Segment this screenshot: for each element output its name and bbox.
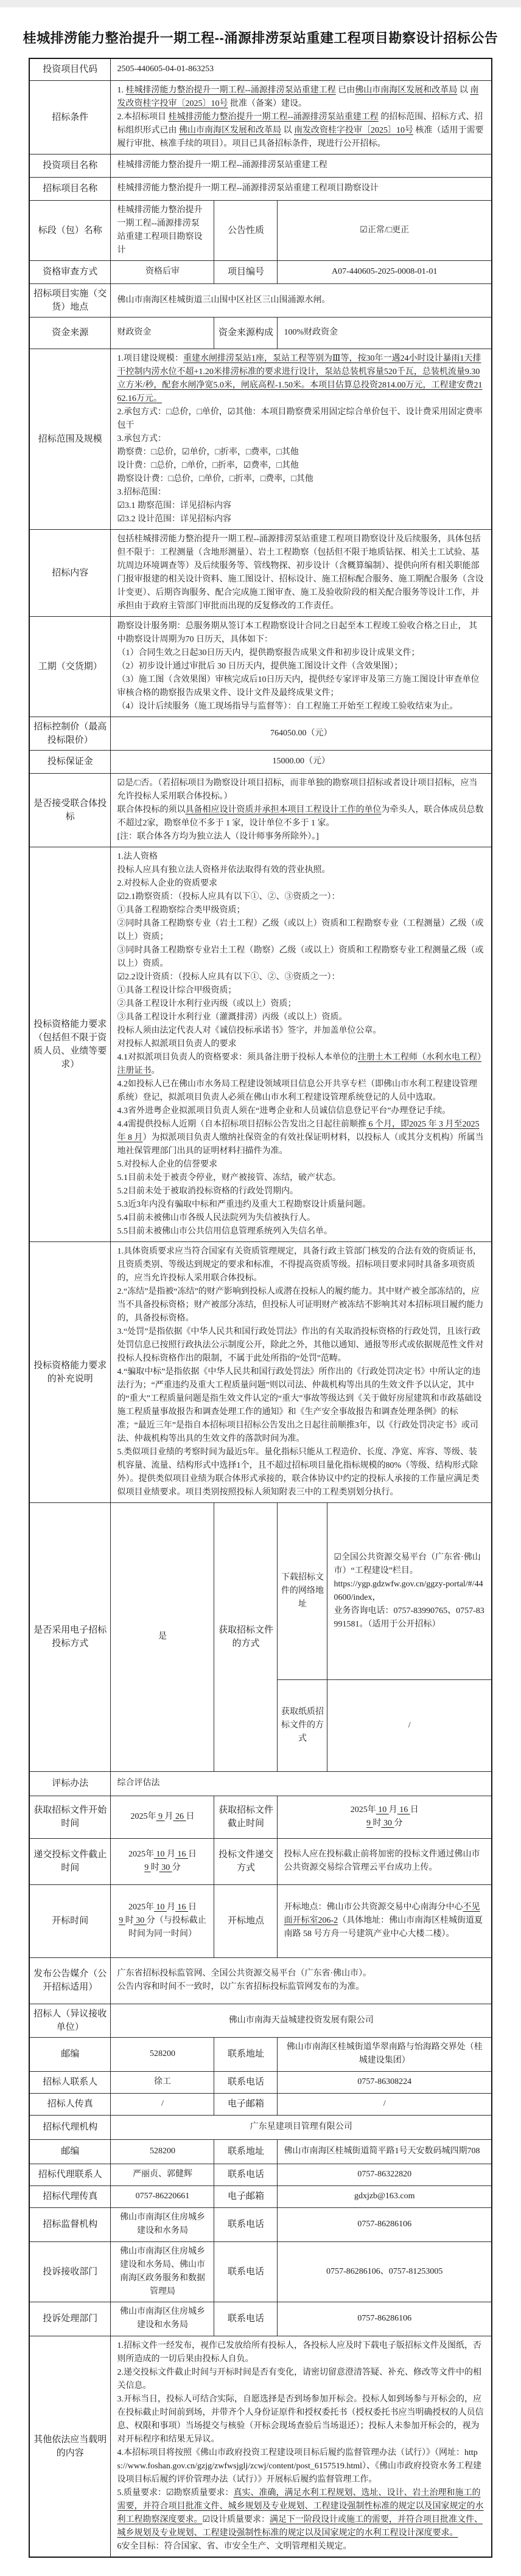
underlined-text: 具备相应设计资质并承担本项目工程设计工作的单位 [185,805,382,814]
table-row-section-package-name [29,200,492,260]
paragraph: 2025年 10 月 16 日 [128,1903,197,1912]
funding-source-label: 资金来源 [29,317,111,349]
paragraph: 资格后审 [145,267,180,276]
agency-fax-email-value [111,2185,214,2207]
paragraph: 投标人应在投标截止前将加密的投标文件通过佛山市公共资源交易综合管理云平台成功上传。 [284,1850,480,1872]
table-row-tender-control-price [29,717,492,750]
electronic-bidding-nested [278,1502,492,1771]
paragraph: ①具备工程勘察综合类甲级资质； [117,905,245,915]
tender-scope-and-scale-value [111,349,492,529]
underlined-text: 桂城排涝能力整治提升一期工程--涌源排涝泵站重建工程 [168,112,379,122]
table-row-bid-opening [29,1884,492,1957]
paragraph: 2.承包方式：□总价，□单价，☑其他：本项目勘察费采用固定综合单价包干、设计费采用固定费率包干 [117,407,483,430]
complaint-handling-value-2 [278,2302,492,2336]
tenderer-fax-email-label-2: 电子邮箱 [214,2093,278,2115]
paragraph: ☑是/□否。（若招标项目为勘察设计项目招标，而非单独的勘察项目招标或者设计项目招标，应当允许投标人采用联合体投标。） [117,778,478,801]
bid-submission-deadline-value [111,1838,214,1884]
qualification-supplementary-notes-label: 投标资格能力要求的补充说明 [29,1241,111,1502]
consortium-bidding-label: 是否接受联合体投标 [29,773,111,847]
supervision-authority-value [111,2207,214,2241]
complaint-handling-label: 投诉处理部门 [29,2302,111,2336]
paragraph: 业务咨询电话：0757-83990765、0757-83991581。（适用于公开招标） [334,1606,484,1629]
paragraph: A07-440605-2025-0008-01-01 [332,267,438,276]
paragraph: 投标人应具有独立法人资格并依法取得有效的营业执照。 [117,865,330,875]
paragraph: 3.开标当日，投标人可结合实际，自愿选择是否到场参加开标会。投标人如到场参与开标会的，应在投标截止时间前到场，并带齐个人身份证原件和授权委托书（授权委托书应当明确授权的人员信息、权限和事项）当场提交与核验（开标会现场查验后当场退还）；投标人未参加开标会的，视为对开标程序和结果无异议。 [117,2394,484,2444]
announcement-table [29,58,492,2558]
underlined-text: 30 [381,1819,394,1828]
paragraph: 0757-86286106 [357,2314,412,2323]
paragraph: 4.“骗取中标”是指依据《中华人民共和国行政处罚法》所作出的《行政处罚决定书》中所认定的违法行为；“严重违约及重大工程质量问题”则以司法、仲裁机构等出具的生效文件予以认定，其中的“重大”工程质量问题是指生效文件认定的“重大”事故等级达到《关于做好房屋建筑和市政基础设施工程质量事故报告和调查处理工作的通知》和《生产安全事故报告和调查处理条例》的标准；“最近三年”是指自本招标项目招标公告发出之日起往前顺推3年，以《行政处罚决定书》或司法、仲裁机构等出具的生效文件的落款时间为准。 [117,1367,482,1443]
paragraph: 勘察设计费：□总价，□单价，□折率，□费率，□其他 [117,474,313,484]
underlined-text: 9 [144,1863,151,1872]
paragraph: 财政资金 [117,328,152,337]
paragraph: 2025年 10 月 16 日 [350,1805,419,1814]
paragraph: 广东星建项目管理有限公司 [250,2122,352,2131]
underlined-text: 9 [156,1812,165,1821]
paragraph: / [161,2099,164,2108]
complaint-reception-value [111,2241,214,2302]
paragraph: 勘察费：□总价，☑单价，□折率，□费率，□其他 [117,447,299,457]
table-row-qualification-supplementary-notes [29,1241,492,1502]
underlined-text: 南发改资桂字投审〔2025〕10号 [293,125,413,135]
table-row-tenderer-contact [29,2071,492,2093]
document-obtain-time-label-2: 获取招标文件截止时间 [214,1796,278,1838]
underlined-text: 30 [133,1916,147,1925]
investment-project-code-value [111,58,492,80]
page-top-strip [0,0,521,7]
other-required-content-label: 其他依法应当载明的内容 [29,2336,111,2557]
paragraph: gdxjzb@163.com [354,2192,415,2201]
underlined-text: 9 [119,1916,125,1925]
paragraph: 广东省招标投标监管网、全国公共资源交易平台（广东省·佛山市）。 [117,1969,372,1978]
paragraph: ①具备工程设计综合甲级资质； [117,985,237,995]
tenderer-postcode-address-value-2 [278,2037,492,2071]
tenderer-label: 招标人（异议接收单位） [29,2004,111,2037]
paragraph: 0757-86308224 [357,2077,412,2086]
electronic-bidding-value [111,1502,214,1771]
paragraph: 佛山市南海区住房城乡建设和水务局 [119,2213,205,2235]
paragraph: 综合评估法 [117,1779,160,1788]
paragraph: / [383,2099,386,2108]
paragraph: 5.对投标人企业的信誉要求 [117,1159,217,1169]
investment-project-name-value [111,154,492,177]
table-row-supervision-authority [29,2207,492,2241]
qualification-review-method-value [111,260,214,283]
tenderer-contact-label: 招标人联系人 [29,2071,111,2093]
paragraph: 5.5目前未被佛山市公共信用信息管理系统列入失信名单。 [117,1226,332,1236]
investment-project-code-label: 投资项目代码 [29,58,111,80]
bid-submission-deadline-label-2: 投标文件递交方式 [214,1838,278,1884]
supervision-authority-label-2: 联系电话 [214,2207,278,2241]
tenderer-postcode-address-label: 邮编 [29,2037,111,2071]
tender-control-price-label: 招标控制价（最高投标限价） [29,717,111,750]
paragraph: ☑2.1勘察资质：（投标人应具有以下①、②、③资质之一）： [117,892,340,901]
announcement-page [0,7,521,2558]
complaint-handling-value [111,2302,214,2336]
tender-scope-and-scale-label: 招标范围及规模 [29,349,111,529]
evaluation-method-value [111,1771,492,1796]
paragraph: ☑2.2设计资质：（投标人应具有以下①、②、③资质之一）： [117,972,340,982]
underlined-text: 10 [153,1903,167,1912]
paragraph: 开标地点：佛山市公共资源交易中心南海分中心不见面开标室206-2（具体地址：佛山市南海区桂城街道夏南路 58 号方舟一号建筑产业中心大楼二楼）。 [284,1903,483,1939]
agency-contact-label: 招标代理联系人 [29,2164,111,2185]
investment-project-name-label: 投资项目名称 [29,154,111,177]
construction-period-label: 工期（交货期） [29,616,111,717]
table-row-agency-fax-email [29,2185,492,2207]
table-row-tender-project-name [29,177,492,200]
table-row-project-delivery-location [29,283,492,317]
tenderer-contact-value-2 [278,2071,492,2093]
supervision-authority-label: 招标监督机构 [29,2207,111,2241]
tender-control-price-value [111,717,492,750]
paragraph: 严丽贞、郭健辉 [132,2170,192,2179]
tender-conditions-label: 招标条件 [29,80,111,154]
paragraph: 764050.00（元） [270,728,332,738]
bid-opening-value-2 [278,1884,492,1957]
agency-postcode-address-value [111,2139,214,2164]
bid-bond-value [111,750,492,773]
paragraph: / [408,1720,411,1730]
agency-contact-label-2: 联系电话 [214,2164,278,2185]
paragraph: 设计费：□总价，□单价，□折率，☑费率，□其他 [117,460,299,470]
table-row-document-obtain-time [29,1796,492,1838]
paragraph: 4.2如投标人已在佛山市水务局工程建设领域项目信息公开共享专栏（即佛山市水利工程建设管理系统）登记，拟派项目负责人必须在佛山市水利工程建设管理系统登记的人员中选取。 [117,1079,477,1102]
paragraph: 4.4需提供投标人近期（自本招标项目招标公告发出之日起往前顺推 6 个月，即2025 年 3 月至2025年 8 月）为拟派项目负责人缴纳社保资金的有效社保证明材料，以投标人（或其分支机构）所属当地社保管理部门出具的证明材料扫描件为准。 [117,1119,484,1156]
paragraph: 公告内容和时间不一致时，以广东省招标投标监管网发布的为准。 [117,1982,365,1991]
paragraph: 0757-86286106、0757-81253005 [326,2266,443,2276]
bid-bond-label: 投标保证金 [29,750,111,773]
underlined-text: 16 [397,1805,410,1814]
table-row-construction-period [29,616,492,717]
underlined-text: 桂城排涝能力整治提升一期工程--涌源排涝泵站重建工程 [125,85,336,95]
table-body [29,58,492,2557]
paragraph: ☑正常/□更正 [360,225,410,235]
section-package-name-value-2 [278,200,492,260]
paragraph: 2.对投标人企业的资质要求 [117,878,217,888]
tender-project-name-label: 招标项目名称 [29,177,111,200]
document-obtain-time-value [111,1796,214,1838]
underlined-text: 6 个月，即2025 年 3 月至2025年 8 月 [117,1119,480,1142]
paper-document-method-label: 获取纸质招标文件的方式 [278,1680,327,1771]
bid-submission-deadline-label: 递交投标文件截止时间 [29,1838,111,1884]
paper-document-method-value [327,1680,491,1771]
paragraph: 5.1目前未处于被责令停业，财产被接管、冻结，破产状态。 [117,1173,341,1182]
qualification-review-method-value-2 [278,260,492,283]
underlined-text: 佛山市南海区发展和改革局 [178,125,281,135]
table-row-tenderer [29,2004,492,2037]
table-row-bidder-qualification-requirements [29,847,492,1241]
bid-submission-deadline-value-2 [278,1838,492,1884]
tender-project-name-value [111,177,492,200]
underlined-text: 10 [153,1850,167,1859]
table-row-funding-source [29,317,492,349]
table-row-announcement-media [29,1957,492,2004]
qualification-review-method-label-2: 项目编号 [214,260,278,283]
paragraph: 0757-86286106 [357,2220,412,2229]
paragraph: 1.项目建设规模：重建水闸排涝泵站1座，泵站工程等别为Ⅲ等，按30年一遇24小时设计暴雨1天排干控制内涝水位不超+1.20米排涝标准的要求进行设计，泵站总装机容量520千瓦，总装机流量9.30立方米/秒，配套水闸净宽5.0米，闸底高程-1.50米。本项目估算总投资2814.00万元，工程建安费2162.16万元。 [117,353,483,403]
paragraph: 0757-86322820 [357,2170,412,2179]
paragraph: 佛山市南海区桂城街道三山围中区社区三山围涌源水闸。 [117,295,330,305]
paragraph: ③同时具备工程勘察专业岩土工程（勘察）乙级（或以上）资质和工程勘察专业工程测量乙级（或以上）资质。 [117,945,484,968]
paragraph: 2505-440605-04-01-863253 [117,64,214,74]
funding-source-value-2 [278,317,492,349]
agency-fax-email-label-2: 电子邮箱 [214,2185,278,2207]
paragraph: 528200 [149,2147,175,2156]
paragraph: 佛山市南海区桂城街道华翠南路与怡海路交界处（桂城建设集团） [286,2043,483,2065]
underlined-text: 南发改资桂字投审〔2025〕10号 [117,85,479,108]
tenderer-fax-email-value-2 [278,2093,492,2115]
bid-opening-label: 开标时间 [29,1884,111,1957]
tenderer-fax-email-value [111,2093,214,2115]
paragraph: https://ygp.gdzwfw.gov.cn/ggzy-portal/#/440600/index， [334,1579,483,1602]
paragraph: 5.4目前未被佛山市各级人民法院列为失信被执行人。 [117,1213,315,1223]
paragraph: 1.法人资格 [117,852,158,861]
paragraph: ③具备工程设计水利行业（灌溉排涝）丙级（或以上）资质。 [117,1012,348,1022]
underlined-text: 不见面开标室206-2 [284,1903,480,1925]
paragraph: 2.递交投标文件截止时间与开标时间是否有变化，请密切留意澄清答疑、补充、修改等文件中的相关信息。 [117,2367,481,2390]
tender-agency-label: 招标代理机构 [29,2115,111,2139]
paragraph: 桂城排涝能力整治提升一期工程--涌源排涝泵站重建工程 [117,161,327,170]
consortium-bidding-value [111,773,492,847]
tenderer-fax-email-label: 招标人传真 [29,2093,111,2115]
announcement-media-value [111,1957,492,2004]
paragraph: ②同时具备工程勘察专业（岩土工程）乙级（或以上）资质和工程勘察专业（工程测量）乙级（或以上）资质； [117,918,484,942]
complaint-reception-value-2 [278,2241,492,2302]
paragraph: 6安全目标：符合国家、省、市安全生产、文明管理相关规定。 [117,2541,352,2551]
table-row-consortium-bidding [29,773,492,847]
paragraph: （2）初步设计通过审批后 30 日历天内，提供施工图设计文件（含效果图）； [117,661,403,671]
paragraph: 528200 [149,2049,175,2058]
funding-source-value [111,317,214,349]
paragraph: （1）合同生效之日起30日历天内，提供勘察报告成果文件和初步设计成果文件； [117,648,420,658]
underlined-text: 10 [376,1805,389,1814]
paragraph: 佛山市南海区住房城乡建设和水务局、佛山市南海区政务服务和数据管理局 [119,2246,205,2296]
table-row-evaluation-method [29,1771,492,1796]
paragraph: 15000.00（元） [272,757,330,766]
paragraph: 勘察设计服务期：总服务期从签订本工程勘察设计合同之日起至本工程竣工验收合格之日止， 其中勘察设计周期为70 日历天，具体如下： [117,621,477,644]
paragraph: 佛山市南海区住房城乡建设和水务局 [119,2307,205,2330]
agency-postcode-address-label: 邮编 [29,2139,111,2164]
agency-fax-email-label: 招标代理传真 [29,2185,111,2207]
paragraph: 联合体投标的须以具备相应设计资质并承担本项目工程设计工作的单位为牵头人，联合体成员总数不超过2家，勘察单位不多于 1 家，设计单位不多于 1 家。 [117,805,484,828]
underlined-text: 重建水闸排涝泵站1座，泵站工程等别为Ⅲ等，按30年一遇24小时设计暴雨1天排干控制内涝水位不超+1.20米排涝标准的要求进行设计，泵站总装机容量520千瓦，总装机流量9.30立方米/秒，配套水闸净宽5.0米，闸底高程-1.50米。本项目估算总投资2814.00万元，工程建安费2162.16万元。 [117,353,483,403]
section-package-name-label-2: 公告性质 [214,200,278,260]
bidder-qualification-requirements-value [111,847,492,1241]
paragraph: 包括桂城排涝能力整治提升一期工程--涌源排涝泵站重建工程项目勘察设计及后续服务，具体包括但不限于：工程测量（含地形测量）、岩土工程勘察（包括但不限于地质钻探、相关土工试验、基坑周边环境调查等）及后续服务等、管线物探、初步设计（含概算编制）、提供向所有相关职能部门报审报建的相关设计资料、施工图设计、招标设计、施工招标配合服务、施工期配合服务（含设计变更）、后期咨询服务、配合完成施工图审查、施工及验收阶段的相关配合服务等设计工作，并承担由于政府主管部门审批而出现的反复修改的工作责任。 [117,534,484,611]
tenderer-contact-label-2: 联系电话 [214,2071,278,2093]
project-delivery-location-label: 招标项目实施（交货）地点 [29,283,111,317]
underlined-text: 满足下一阶段设计或施工的需要，并符合项目批准文件、城乡规划及专业规划、工程建设强制性标准的规定以及国家规定的水利工程设计深度要求。 [117,2515,483,2538]
paragraph: 5.质量要求：☑勘察质量要求：真实、准确，满足水利工程规划、选址、设计、岩土治理和施工的需要，并符合项目批准文件、城乡规划及专业规划、工程建设强制性标准的规定以及国家规定的水利工程勘察深度要求。☑设计质量要求：满足下一阶段设计或施工的需要，并符合项目批准文件、城乡规划及专业规划、工程建设强制性标准的规定以及国家规定的水利工程设计深度要求。 [117,2488,484,2538]
paragraph: ☑3.1 勘察范围：详见招标内容 [117,501,232,510]
table-row-tenderer-postcode-address [29,2037,492,2071]
download-address-label: 下载招标文件的网络地址 [278,1503,327,1679]
underlined-text: 16 [175,1903,188,1912]
project-delivery-location-value [111,283,492,317]
table-row-bid-bond [29,750,492,773]
agency-contact-value [111,2164,214,2185]
underlined-text: 9 [366,1819,373,1828]
paragraph: 9 时 30 分 [144,1863,181,1872]
paragraph: 5.2目前未处于被取消投标资格的行政处罚期内。 [117,1186,298,1196]
underlined-text: 真实、准确，满足水利工程规划、选址、设计、岩土治理和施工的需要，并符合项目批准文件、城乡规划及专业规划、工程建设强制性标准的规定以及国家规定的水利工程勘察深度要求。 [117,2488,484,2524]
underlined-text: 佛山市南海区发展和改革局 [355,85,458,95]
funding-source-label-2: 资金来源构成 [214,317,278,349]
paragraph: [注：联合体各方均为独立法人（设计师事务所除外）。] [117,831,319,841]
paragraph: 2.“冻结”是指被“冻结”的财产影响到投标人或潜在投标人的履约能力。其中财产被全部冻结的，应当不具备投标资格；财产被部分冻结，但投标人可证明财产被冻结不影响其对本招标项目履约能力的，具备投标资格。 [117,1286,484,1323]
table-row-tender-conditions [29,80,492,154]
paragraph: 1. 桂城排涝能力整治提升一期工程--涌源排涝泵站重建工程 已由佛山市南海区发展和改革局 以 南发改资桂字投审〔2025〕10号 批准（备案）建设。 [117,85,479,108]
electronic-bidding-label-2: 获取招标文件的方式 [214,1502,278,1771]
table-row-bid-submission-deadline [29,1838,492,1884]
paragraph: 2025年 9 月 26 日 [130,1812,195,1821]
qualification-supplementary-notes-value [111,1241,492,1502]
agency-postcode-address-value-2 [278,2139,492,2164]
complaint-reception-label: 投诉接收部门 [29,2241,111,2302]
bid-opening-value [111,1884,214,1957]
table-row-agency-postcode-address [29,2139,492,2164]
supervision-authority-value-2 [278,2207,492,2241]
paragraph: 3.承包方式： [117,434,166,443]
table-row-electronic-bidding [29,1502,492,1771]
announcement-media-label: 发布公告媒介（公开招标适用） [29,1957,111,2004]
table-row-qualification-review-method [29,260,492,283]
paragraph: 投标人须由法定代表人对《诚信投标承诺书》签字，并加盖单位公章。 [117,1026,382,1035]
table-row-other-required-content [29,2336,492,2557]
table-row-tender-scope-and-scale [29,349,492,529]
paragraph: 是 [158,1632,167,1641]
agency-contact-value-2 [278,2164,492,2185]
subrow-download-address [278,1503,491,1680]
paragraph: 徐工 [153,2077,171,2086]
evaluation-method-label: 评标办法 [29,1771,111,1796]
paragraph: 9 时 30 分（与投标截止时间为同一时间） [119,1916,206,1939]
section-package-name-label: 标段（包）名称 [29,200,111,260]
complaint-handling-label-2: 联系电话 [214,2302,278,2336]
paragraph: 3.招标范围： [117,487,166,497]
paragraph: ②具备工程设计水利行业丙级（或以上）资质； [117,999,296,1009]
paragraph: 4.1对拟派项目负责人的资格要求：须具备注册于投标人本单位的注册土木工程师（水利水电工程）注册证书。 [117,1052,481,1075]
paragraph: 对投标人拟派项目负责人的要求 [117,1039,237,1049]
bid-opening-label-2: 开标地点 [214,1884,278,1957]
section-package-name-value [111,200,214,260]
underlined-text: 注册土木工程师（水利水电工程）注册证书 [117,1052,481,1075]
complaint-reception-label-2: 联系电话 [214,2241,278,2302]
paragraph: 桂城排涝能力整治提升一期工程--涌源排涝泵站重建工程项目勘察设计 [117,205,203,255]
qualification-review-method-label: 资格审查方式 [29,260,111,283]
subrow-paper-document-method [278,1680,491,1771]
paragraph: （4）设计后续服务（施工现场指导与监督等）：自工程施工开始至工程竣工验收结束为止。 [117,701,458,711]
download-address-value [327,1503,491,1679]
paragraph: 3.“处罚”是指依据《中华人民共和国行政处罚法》作出的有关取消投标资格的行政处罚，且该行政处罚信息已按照行政执法公示制度公开，除此之外，其他以通知、通报等形式或依据规范性文件对投标人投标资格作出的限制，不属于此处所指的“处罚”范畴。 [117,1327,484,1363]
agency-fax-email-value-2 [278,2185,492,2207]
other-required-content-value [111,2336,492,2557]
paragraph: 佛山市南海天益城建投资发展有限公司 [228,2015,374,2025]
paragraph: 4.本招标项目将按照《佛山市政府投资工程建设项目标后履约监督管理办法（试行）》（网址：https://www.foshan.gov.cn/gzjg/zwfwsjglj/zcwj/content/post_6157519.html）、《佛山市政府投资水务工程建设项目标后履约评价管理办法（试行）》开展标后履约监督管理工作。 [117,2448,482,2484]
table-row-complaint-handling [29,2302,492,2336]
page-title: 桂城排涝能力整治提升一期工程--涌源排涝泵站重建工程项目勘察设计招标公告 [23,30,498,46]
paragraph: 桂城排涝能力整治提升一期工程--涌源排涝泵站重建工程项目勘察设计 [117,184,379,193]
underlined-text: 16 [175,1850,188,1859]
table-row-agency-contact [29,2164,492,2185]
paragraph: 佛山市南海区桂城街道简平路1号天安数码城四期708 [284,2147,480,2156]
tender-content-value [111,529,492,616]
table-row-complaint-reception [29,2241,492,2302]
paragraph: 4.3省外进粤企业拟派项目负责人须在“进粤企业和人员诚信信息登记平台”办理登记手续。 [117,1106,451,1116]
bidder-qualification-requirements-label: 投标资格能力要求（包括但不限于资质人员、业绩等要求） [29,847,111,1241]
underlined-text: 26 [173,1812,186,1821]
construction-period-value [111,616,492,717]
tenderer-contact-value [111,2071,214,2093]
table-row-tenderer-fax-email [29,2093,492,2115]
paragraph: 1.具体资质要求应当符合国家有关资质管理规定，具备行政主管部门核发的合法有效的资质证书，且资质类别、等级达到规定的要求和标准，不得提高资质等级。招标项目要求同时具备多项资质的，应当允许投标人采用联合体投标。 [117,1246,481,1283]
paragraph: 5.3近3年内没有骗取中标和严重违约及重大工程勘察设计质量问题。 [117,1199,371,1209]
underlined-text: 30 [159,1863,172,1872]
tender-conditions-value [111,80,492,154]
paragraph: 2.本招标项目 桂城排涝能力整治提升一期工程--涌源排涝泵站重建工程 的招标范围、招标方式、招标组织形式已由 佛山市南海区发展和改革局 以 南发改资桂字投审〔2025〕10号 核准（适用于需要履行审批、核准手续的项目）。项目已具备招标条件，现进行公开招标。 [117,112,484,148]
tenderer-value [111,2004,492,2037]
table-row-tender-agency [29,2115,492,2139]
paragraph: 0757-86220661 [135,2192,190,2201]
tenderer-postcode-address-value [111,2037,214,2071]
paragraph: ☑3.2 设计范围：详见招标内容 [117,514,232,524]
document-obtain-time-value-2 [278,1796,492,1838]
table-row-investment-project-code [29,58,492,80]
tenderer-postcode-address-label-2: 联系地址 [214,2037,278,2071]
paragraph: 9 时 30 分 [366,1819,403,1828]
paragraph: 5.类似项目业绩的考察时间为最近5年。量化指标只能从工程造价、长度、净宽、库容、等级、装机容量、流量、结构形式中选择1个，且不超过招标项目量化指标规模的80%（等级、结构形式除外）。提供类似项目业绩为联合体形式承接的，联合体协议中约定的投标人承接的工作量应满足类似项目业绩要求。项目类别按照投标人须知附表三中的工程类别划分执行。 [117,1447,480,1497]
table-row-tender-content [29,529,492,616]
agency-postcode-address-label-2: 联系地址 [214,2139,278,2164]
paragraph: 2025年 10 月 16 日 [128,1850,197,1859]
paragraph: 100%财政资金 [284,328,338,337]
table-row-investment-project-name [29,154,492,177]
tender-agency-value [111,2115,492,2139]
tender-content-label: 招标内容 [29,529,111,616]
paragraph: ☑全国公共资源交易平台（广东省·佛山市）“工程建设”栏目。 [334,1552,481,1575]
electronic-bidding-label: 是否采用电子招标投标方式 [29,1502,111,1771]
document-obtain-time-label: 获取招标文件开始时间 [29,1796,111,1838]
paragraph: （3）施工图（含效果图）审核完成后10日历天内，提供经专家评审及第三方施工图设计审查单位审核合格的勘察报告成果文件、设计文件及最终成果文件； [117,675,480,698]
paragraph: 1.招标文件一经发布，视作已发放给所有投标人，各投标人应及时下载电子版招标文件及图纸，否则所造成的一切后果由投标人自负。 [117,2341,481,2364]
